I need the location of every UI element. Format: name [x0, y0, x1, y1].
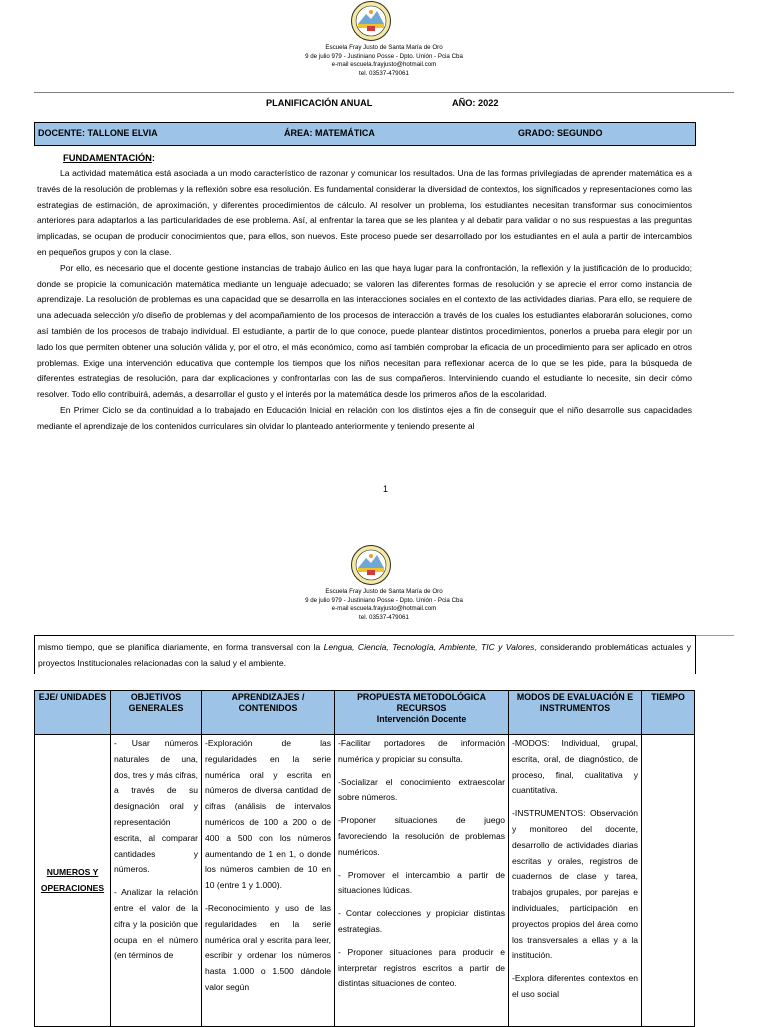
teacher-info-bar: [34, 122, 696, 146]
fundamentacion-text: [37, 166, 692, 435]
col-header-modos: MODOS DE EVALUACIÓN E INSTRUMENTOS: [509, 691, 642, 735]
cell-modos: [509, 735, 642, 1027]
propuesta-item: -Proponer situaciones de juego favoreciendo la resolución de problemas numéricos.: [338, 815, 505, 857]
school-name: Escuela Fray Justo de Santa María de Oro: [325, 588, 443, 595]
school-email: e-mail escuela.frayjusto@hotmail.com: [331, 61, 437, 69]
propuesta-line-3: Intervención Docente: [376, 714, 467, 724]
area-label: ÁREA: MATEMÁTICA: [284, 128, 375, 138]
cell-eje: NUMEROS Y OPERACIONES: [35, 735, 111, 1027]
school-logo: [350, 0, 392, 42]
cont-text-a: mismo tiempo, que se planifica diariamente, en forma transversal con la: [38, 642, 324, 652]
paragraph-2: Por ello, es necesario que el docente gestione instancias de trabajo áulico en las que haya lugar para la confrontación, la reflexión y la justificación de lo producido; donde se propicie la comunicación matemática mediante un lenguaje adecuado; se valoren las diferentes formas de resolución y se aprecie el error como instancia de aprendizaje. La resolución de problemas es una capacidad que se desarrolla en las interacciones sociales en el contexto de las actividades diarias. Para ello, se requiere de una adecuada selección y/o diseño de problemas y del acompañamiento de los procesos de interacción a través de los cuales los estudiantes elaborarán soluciones, como así también de los procesos de trabajo individual. El estudiante, a partir de lo que conoce, puede plantear distintos procedimientos, ponerlos a prueba para elegir por un lado los que permiten obtener una solución válida y, por el otro, el más económico, como así también comprobar la eficacia de un procedimiento para ser aplicado en otros problemas. Exige una intervención educativa que contemple los tiempos que los niños necesitan para reflexionar acerca de lo que se les pide, para la búsqueda de diferentes estrategias de resolución, para dar explicaciones y confrontarlas con las de sus compañeros. Interviniendo cuando el estudiante lo necesite, sin decir cómo resolver. Todo ello contribuirá, además, a desarrollar el gusto y el interés por la matemática desde los primeros años de la escolaridad.: [37, 262, 692, 400]
school-logo: [350, 544, 392, 586]
cell-objetivos: [111, 735, 202, 1027]
page-number: 1: [383, 484, 388, 494]
planning-table: [34, 690, 695, 1027]
header-rule: [34, 92, 734, 93]
objetivo-item: - Usar números naturales de una, dos, tres y más cifras, a través de su designación oral y representación escrita, al comparar cantidades y números.: [114, 738, 198, 875]
school-name: Escuela Fray Justo de Santa María de Oro: [325, 44, 443, 51]
school-address: 9 de julio 979 - Justiniano Posse - Dpto. Unión - Pcia Cba: [305, 596, 463, 604]
cell-aprendizajes: [202, 735, 335, 1027]
propuesta-item: - Proponer situaciones para producir e interpretar registros escritos a partir de distintas situaciones de conteo.: [338, 946, 505, 989]
objetivo-item: - Analizar la relación entre el valor de la cifra y la posición que ocupa en el número (en términos de: [114, 887, 198, 961]
col-header-objetivos: OBJETIVOS GENERALES: [111, 691, 202, 735]
doc-title: PLANIFICACIÓN ANUAL: [266, 98, 373, 108]
school-address: 9 de julio 979 - Justiniano Posse - Dpto. Unión - Pcia Cba: [305, 52, 463, 60]
col-header-eje: EJE/ UNIDADES: [35, 691, 111, 735]
col-header-aprendizajes: APRENDIZAJES / CONTENIDOS: [202, 691, 335, 735]
section-title-colon: :: [151, 152, 156, 163]
continuation-box: [34, 635, 696, 674]
modos-item: -Explora diferentes contextos en el uso social: [512, 973, 638, 999]
col-header-propuesta: [335, 691, 509, 735]
table-header-row: [35, 691, 695, 735]
propuesta-item: -Socializar el conocimiento extraescolar sobre números.: [338, 776, 505, 803]
table-row: [35, 735, 695, 1027]
school-header: [0, 588, 768, 622]
col-header-tiempo: TIEMPO: [642, 691, 695, 735]
school-header: [0, 44, 768, 78]
cont-text-b: , considerando problemáticas actuales y proyectos Institucionales relacionadas con la salud y el ambiente.: [38, 642, 691, 668]
aprendizaje-item: -Reconocimiento y uso de las regularidades en la serie numérica oral y escrita para leer, escribir y ordenar los números hasta 1.000 o 1.500 dándole valor según: [205, 902, 331, 992]
cont-text-italic: Lengua, Ciencia, Tecnología, Ambiente, TIC y Valores: [323, 642, 535, 652]
school-email: e-mail escuela.frayjusto@hotmail.com: [331, 605, 437, 613]
teacher-label: DOCENTE: TALLONE ELVIA: [38, 128, 158, 138]
modos-item: -MODOS: Individual, grupal, escrita, oral, de diagnóstico, de proceso, final, cualitativa y cuantitativa.: [512, 738, 638, 796]
cell-tiempo: [642, 735, 695, 1027]
modos-item: -INSTRUMENTOS: Observación y monitoreo del docente, desarrollo de actividades diarias escritas y orales, registros de cuadernos de clase y tarea, trabajos grupales, por parejas e individuales, participación en proyectos propios del área como los transversales a ellas y a la institución.: [512, 808, 638, 961]
propuesta-line-1: PROPUESTA METODOLÓGICA: [357, 692, 486, 702]
section-title: [63, 152, 155, 163]
paragraph-3-continued: [38, 640, 691, 672]
paragraph-1: La actividad matemática está asociada a un modo característico de razonar y comunicar los resultados. Una de las formas privilegiadas de aprender matemática es a través de la resolución de problemas y la reflexión sobre esa resolución. Es fundamental considerar la diversidad de contextos, los significados y representaciones como las estrategias de estimación, de aproximación, y diferentes procedimientos de cálculo. Al resolver un problema, los estudiantes necesitan transformar sus conocimientos anteriores para adaptarlos a las particularidades de ese problema. Así, al enfrentar la tarea que se les plantea y al debatir para validar o no sus respuestas a las preguntas implicadas, se ocupan de producir conocimientos que, para ellos, son nuevos. Este proceso puede ser desarrollado por los estudiantes en el aula a partir de intercambios en pequeños grupos y con la clase.: [37, 168, 692, 257]
school-phone: tel. 03537-479061: [359, 69, 409, 77]
paragraph-3: En Primer Ciclo se da continuidad a lo trabajado en Educación Inicial en relación con los distintos ejes a fin de conseguir que el niño desarrolle sus capacidades mediante el aprendizaje de los contenidos curriculares sin olvidar lo planteado anteriormente y teniendo presente al: [37, 404, 692, 431]
school-phone: tel. 03537-479061: [359, 613, 409, 621]
propuesta-item: - Promover el intercambio a partir de situaciones lúdicas.: [338, 869, 505, 896]
propuesta-item: -Facilitar portadores de información numérica y propiciar su consulta.: [338, 738, 505, 764]
grade-label: GRADO: SEGUNDO: [518, 128, 603, 138]
aprendizaje-item: -Exploración de las regularidades en la serie numérica oral y escrita en números de diversa cantidad de cifras (análisis de intervalos numéricos de 100 a 200 o de 400 a 500 con los números aumentando de 1 en 1, o donde los números cambien de 10 en 10 (entre 1 y 1.000).: [205, 738, 331, 891]
section-title-text: FUNDAMENTACIÓN: [63, 152, 152, 163]
propuesta-line-2: RECURSOS: [396, 703, 447, 713]
propuesta-item: - Contar colecciones y propiciar distintas estrategias.: [338, 908, 505, 934]
doc-year: AÑO: 2022: [452, 98, 499, 108]
cell-propuesta: [335, 735, 509, 1027]
page-1: [0, 0, 768, 500]
